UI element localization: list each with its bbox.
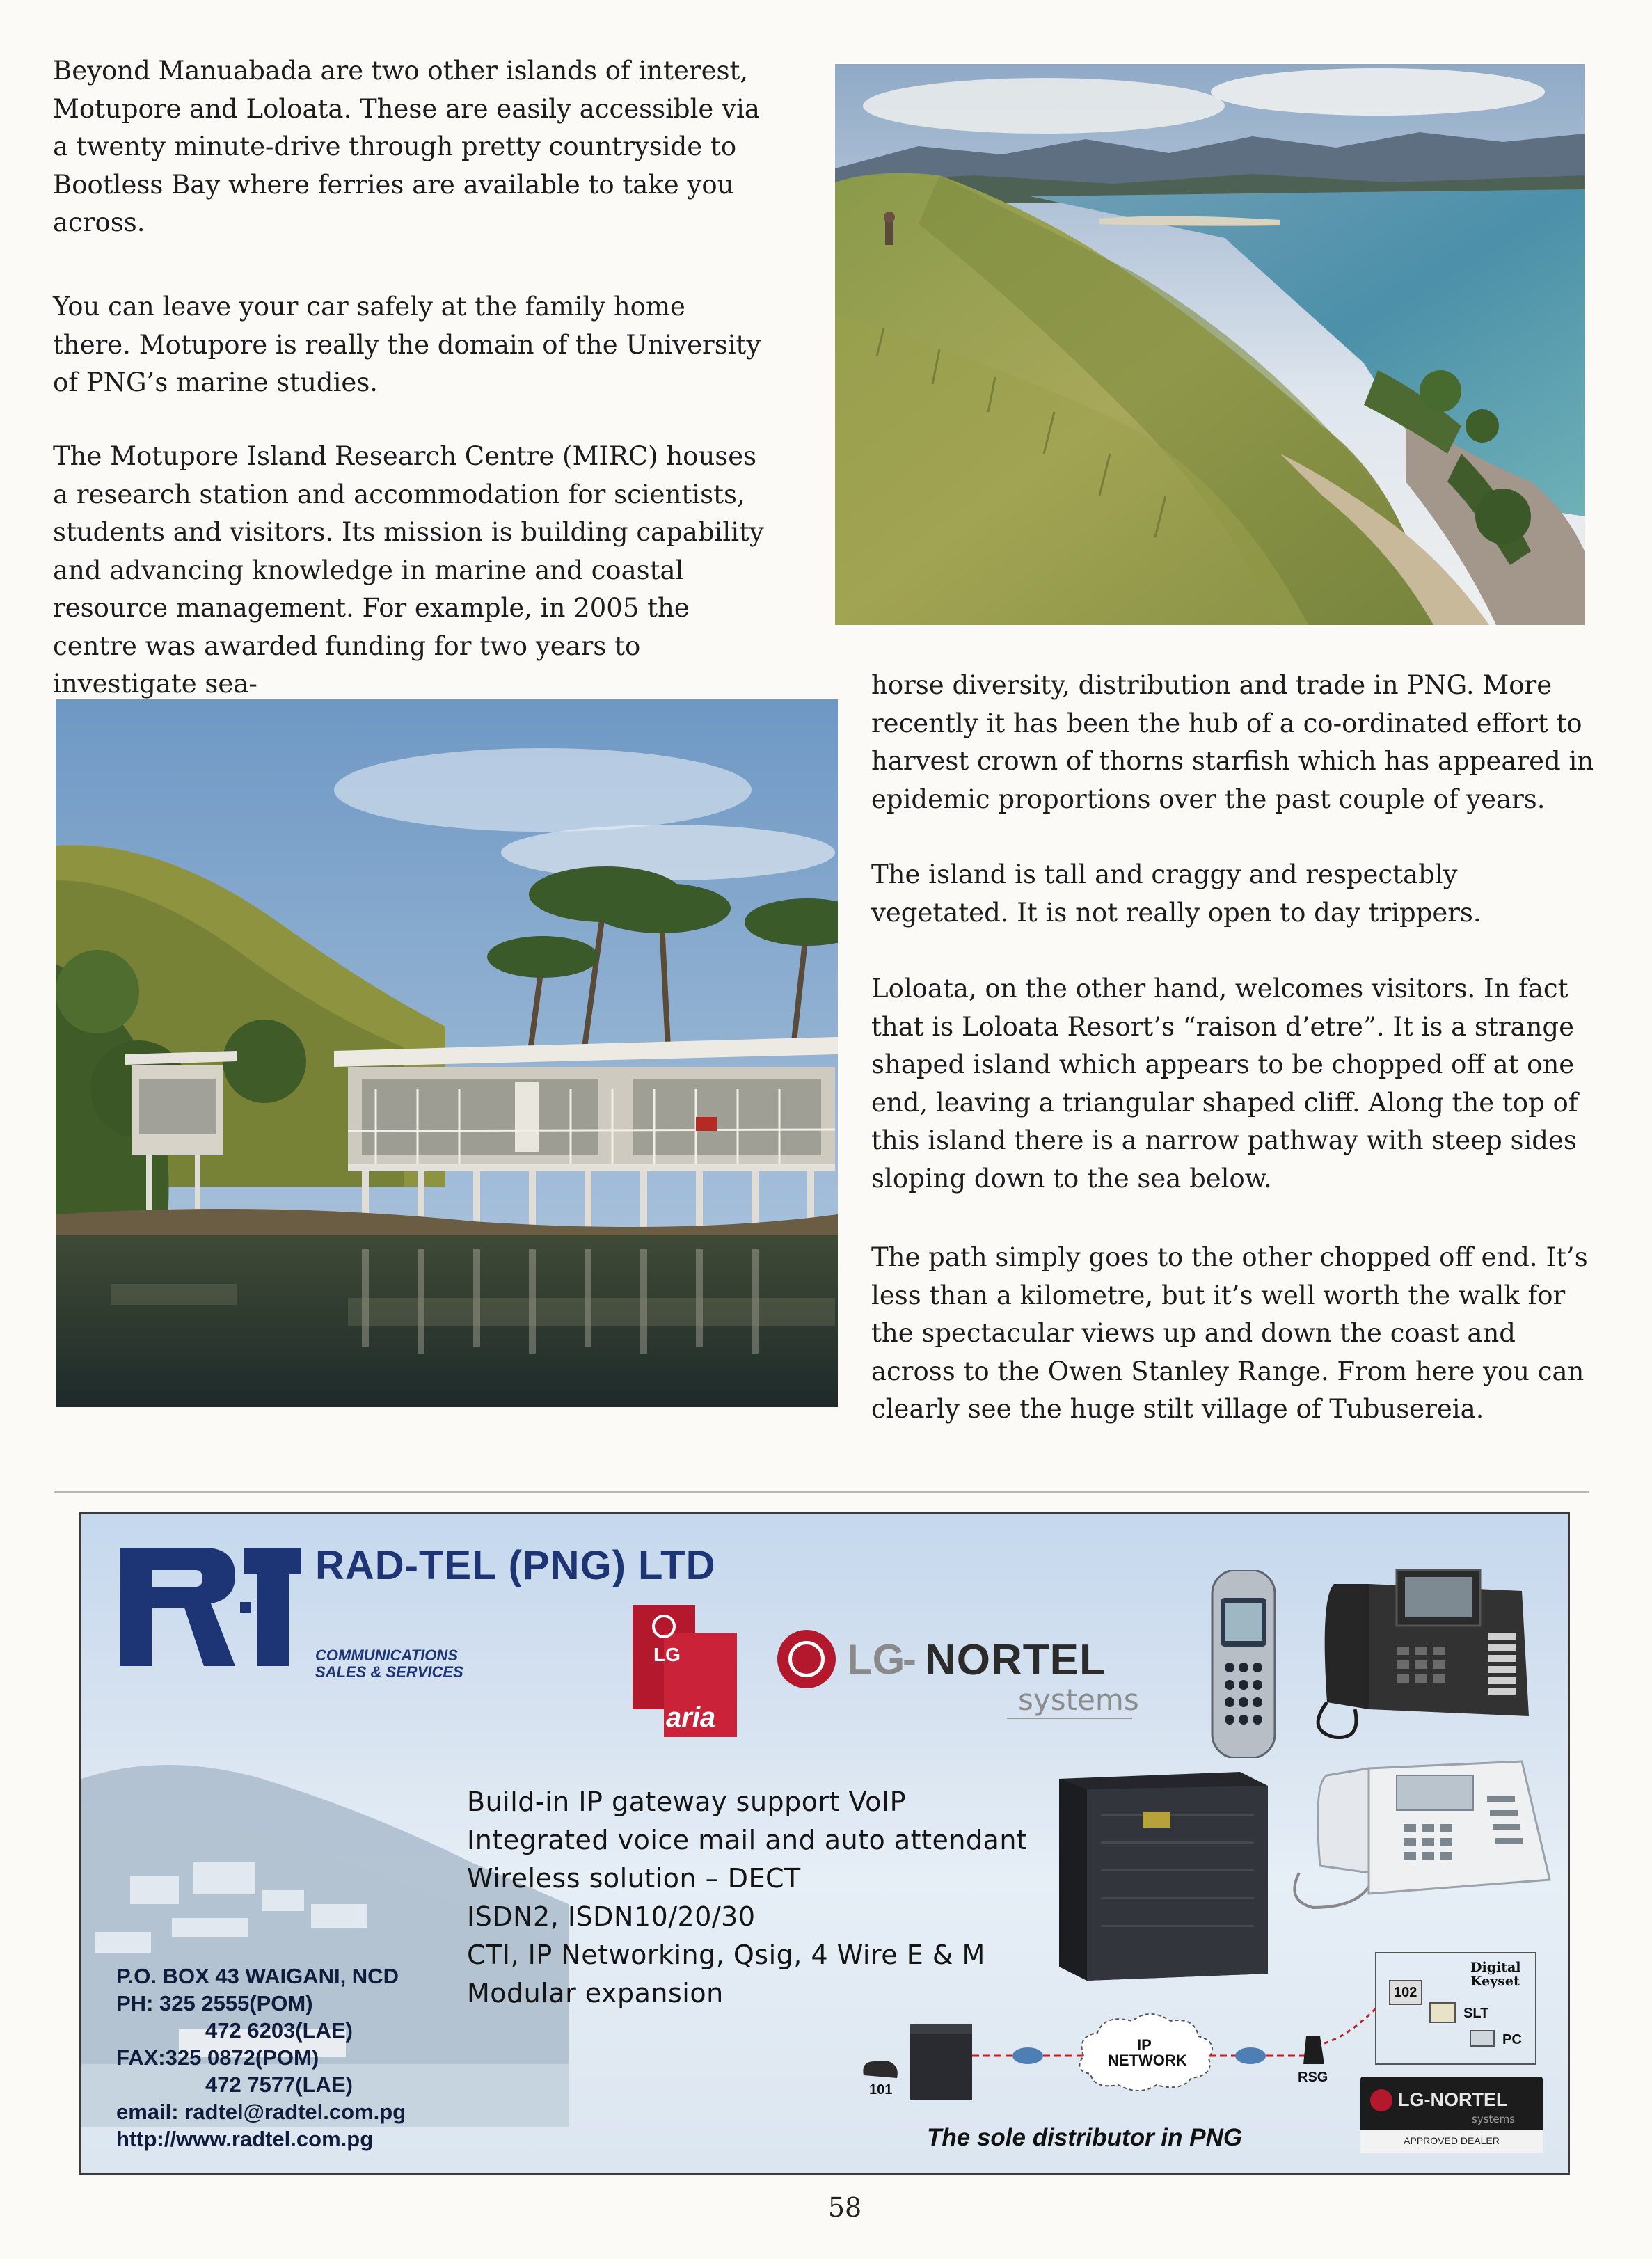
badge-brand-label: LG-NORTEL	[1398, 2089, 1508, 2110]
desk-phone-white-image	[1285, 1754, 1557, 1921]
rsg-unit-icon	[1303, 2036, 1324, 2064]
contact-block	[116, 1963, 406, 2153]
lg-aria-bottom-label: aria	[666, 1702, 716, 1733]
section-divider	[54, 1491, 1589, 1493]
lg-aria-logo	[633, 1605, 737, 1737]
contact-address: P.O. BOX 43 WAIGANI, NCD	[116, 1964, 399, 1988]
feature-item: CTI, IP Networking, Qsig, 4 Wire E & M	[467, 1940, 985, 1970]
ip-network-label: NETWORK	[1108, 2052, 1187, 2069]
brand-nortel-label: NORTEL	[925, 1636, 1106, 1684]
contact-phone-pom: PH: 325 2555(POM)	[116, 1991, 313, 2015]
slt-phone-icon	[1430, 2003, 1455, 2022]
company-name: RAD-TEL (PNG) LTD	[315, 1543, 716, 1588]
article-paragraph: Beyond Manuabada are two other islands of interest, Motupore and Loloata. These are easily accessible via a twenty minute-drive through pretty countryside to Bootless Bay where ferries are available to take you across.	[53, 56, 760, 237]
contact-phone-lae: 472 6203(LAE)	[205, 2018, 353, 2043]
radtel-logo	[120, 1548, 301, 1673]
router-icon	[1235, 2047, 1266, 2064]
feature-item: Modular expansion	[467, 1978, 724, 2008]
ip-network-label: IP	[1137, 2036, 1152, 2054]
badge-lg-icon	[1370, 2089, 1392, 2111]
contact-email: email: radtel@radtel.com.pg	[116, 2100, 406, 2124]
company-tagline-line2: SALES & SERVICES	[315, 1663, 463, 1681]
feature-item: ISDN2, ISDN10/20/30	[467, 1901, 756, 1932]
company-tagline-line1: COMMUNICATIONS	[315, 1647, 458, 1664]
contact-website: http://www.radtel.com.pg	[116, 2127, 374, 2151]
article-paragraph: The island is tall and craggy and respectably vegetated. It is not really open to day trippers.	[871, 859, 1482, 928]
feature-item: Integrated voice mail and auto attendant	[467, 1825, 1028, 1855]
stilt-house-photo	[56, 699, 838, 1407]
lg-nortel-logo: LG - NORTEL systems	[777, 1630, 1209, 1720]
mobile-phone-image	[1205, 1570, 1282, 1758]
article-paragraph: The Motupore Island Research Centre (MIRC) houses a research station and accommodation for scientists, students and visitors. Its mission is building capability and advancing knowledge in marine and coastal resource management. For example, in 2005 the centre was awarded funding for two years to investigate sea-	[53, 441, 764, 699]
router-icon	[1012, 2047, 1043, 2064]
badge-dealer-label: APPROVED DEALER	[1404, 2135, 1500, 2146]
feature-item: Build-in IP gateway support VoIP	[467, 1786, 907, 1817]
contact-fax-lae: 472 7577(LAE)	[205, 2072, 353, 2097]
radtel-advertisement	[79, 1512, 1570, 2175]
approved-dealer-badge	[1360, 2077, 1543, 2153]
lg-circle-icon	[777, 1630, 836, 1688]
digital-keyset-label: Digital	[1470, 1960, 1521, 1975]
article-paragraph: The path simply goes to the other chopped off end. It’s less than a kilometre, but it’s well worth the walk for the spectacular views up and down the coast and across to the Owen Stanley Range. From here you can clearly see the huge stilt village of Tubusereia.	[871, 1242, 1588, 1424]
island-ridge-photo	[835, 64, 1585, 625]
lg-aria-top-label: LG	[653, 1644, 681, 1665]
page-number: 58	[827, 2192, 862, 2223]
article-paragraph: horse diversity, distribution and trade in PNG. More recently it has been the hub of a co-ordinated effort to harvest crown of thorns starfish which has appeared in epidemic proportions over the past couple of years.	[871, 670, 1594, 814]
node-101-label: 101	[869, 2082, 893, 2098]
brand-systems-label: systems	[1018, 1683, 1139, 1717]
desk-phone-black-image	[1306, 1563, 1536, 1744]
desk-phone-101-icon	[863, 2061, 897, 2078]
digital-keyset-label: Keyset	[1470, 1974, 1520, 1989]
node-102-label: 102	[1394, 1985, 1417, 2000]
sole-distributor-text: The sole distributor in PNG	[927, 2124, 1243, 2151]
slt-label: SLT	[1463, 2006, 1489, 2021]
article-paragraph: You can leave your car safely at the family home there. Motupore is really the domain of the University of PNG’s marine studies.	[53, 292, 761, 397]
brand-lg-label: LG	[847, 1636, 905, 1683]
contact-fax-pom: FAX:325 0872(POM)	[116, 2045, 319, 2070]
pbx-unit-icon	[910, 2024, 972, 2100]
pc-icon	[1470, 2031, 1494, 2046]
article-paragraph: Loloata, on the other hand, welcomes visitors. In fact that is Loloata Resort’s “raison d’etre”. It is a strange shaped island which appears to be chopped off at one end, leaving a triangular shaped cliff. Along the top of this island there is a narrow pathway with steep sides sloping down to the sea below.	[871, 974, 1578, 1194]
badge-systems-label: systems	[1472, 2113, 1516, 2125]
feature-item: Wireless solution – DECT	[467, 1863, 801, 1894]
node-rsg-label: RSG	[1298, 2070, 1328, 2085]
pc-label: PC	[1502, 2032, 1522, 2047]
